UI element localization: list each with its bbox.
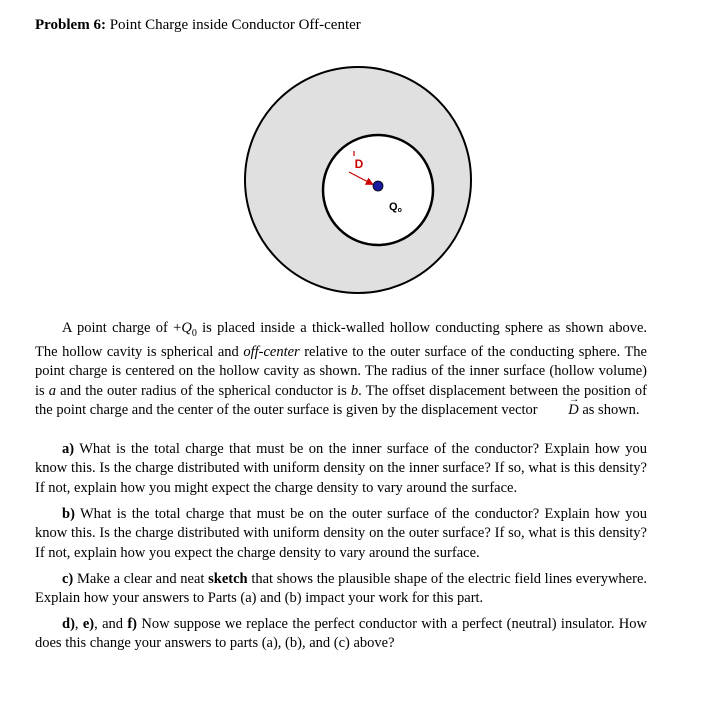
part-f-label: f) (127, 616, 138, 632)
part-a: a) What is the total charge that must be on the inner surface of the conductor? Explain how you know this. Is the charge distributed with uniform density on the inner surface? If so, what is this density? If not, explain how you might expect the charge density to vary around the surface. (35, 441, 647, 496)
vector-label-d: D (354, 157, 364, 171)
part-c-label: c) (62, 571, 74, 587)
sketch-term: sketch (208, 571, 248, 587)
problem-title-text: Point Charge inside Conductor Off-center (109, 17, 361, 33)
part-b-label: b) (62, 506, 75, 522)
part-d-label: d) (62, 616, 75, 632)
part-e-label: e) (82, 616, 95, 632)
charge-label-sub: o (397, 207, 402, 214)
conductor-figure (243, 60, 473, 300)
problem-title (35, 17, 361, 34)
part-b: b) What is the total charge that must be on the outer surface of the conductor? Explain how you know this. Is the charge distributed with uniform density on the outer surface? If so, what is this density? If not, explain how you expect the charge density to vary around the surface. (35, 506, 647, 561)
problem-label: Problem 6: (35, 17, 106, 33)
point-charge (373, 181, 383, 191)
part-a-label: a) (62, 441, 75, 457)
part-d: d), e), and f) Now suppose we replace the perfect conductor with a perfect (neutral) insulator. How does this change your answers to parts (a), (b), and (c) above? (35, 616, 647, 652)
vector-d: → D (541, 401, 578, 420)
off-center-term: off-center (243, 344, 300, 361)
part-c: c) Make a clear and neat sketch that shows the plausible shape of the electric field lines everywhere. Explain how your answers to Parts (a) and (b) impact your work for this part. (35, 571, 648, 607)
problem-intro: A point charge of $+Q_0$ is placed inside a thick-walled hollow conducting sphere as shown above. The hollow cavity is spherical and off-center relative to the outer surface of the conducting sphere. The point charge is centered on the hollow cavity as shown. The radius of the inner surface (hollow volume) is a and the outer radius of the spherical conductor is b. The offset displacement between the position of the point charge and the center of the outer surface is given by the displacement vector → D as shown. (35, 319, 647, 420)
charge-label-q: Q (389, 201, 398, 213)
